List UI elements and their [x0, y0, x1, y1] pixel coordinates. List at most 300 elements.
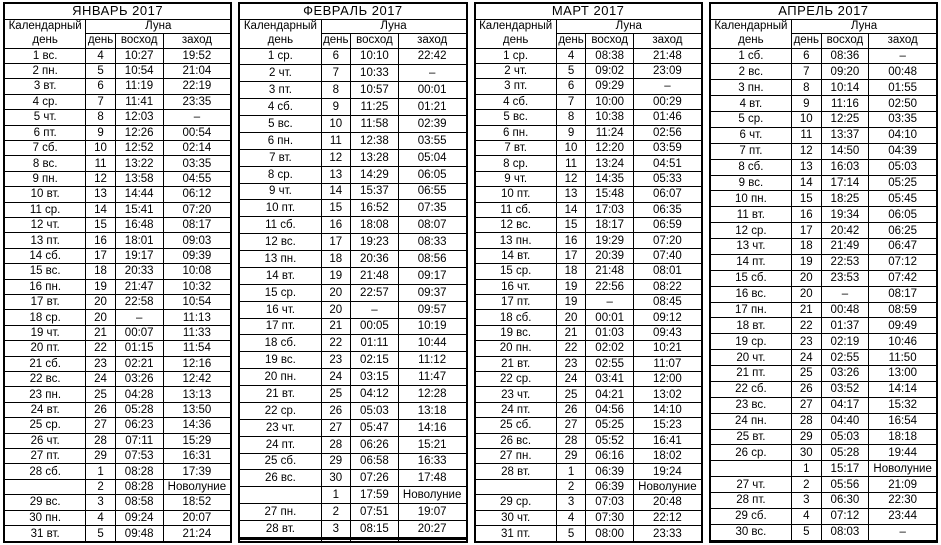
- cell-calendar-day: 17 вт.: [4, 295, 86, 310]
- cell-moonset: 16:41: [634, 433, 702, 448]
- cell-calendar-day: 11 ср.: [4, 202, 86, 217]
- cell-moonrise: 07:12: [821, 508, 869, 524]
- cell-calendar-day: 22 ср.: [475, 372, 557, 387]
- cell-moon-day: 17: [556, 248, 586, 263]
- cell-moonset: 15:32: [869, 397, 937, 413]
- cell-moonrise: 03:52: [821, 381, 869, 397]
- month-title: АПРЕЛЬ 2017: [710, 3, 937, 19]
- cell-moon-day: 10: [792, 112, 822, 128]
- cell-moonrise: 08:03: [821, 524, 869, 540]
- moonrise-header: восход: [586, 33, 634, 48]
- cell-moonset: 22:19: [163, 79, 231, 94]
- table-row: [239, 234, 466, 251]
- cell-moonset: 10:21: [634, 341, 702, 356]
- month-title: ФЕВРАЛЬ 2017: [239, 3, 466, 19]
- cell-moonset: 13:13: [163, 387, 231, 402]
- cell-moonrise: 12:52: [115, 140, 163, 155]
- cell-calendar-day: 24 вт.: [4, 402, 86, 417]
- cell-moonset: –: [163, 110, 231, 125]
- table-row: [4, 356, 231, 371]
- cell-moonset: –: [634, 79, 702, 94]
- table-row: [4, 295, 231, 310]
- cell-calendar-day: 10 пт.: [239, 200, 321, 217]
- cell-moonset: 11:12: [398, 352, 466, 369]
- cell-moon-day: 9: [321, 99, 351, 116]
- table-row: [710, 540, 937, 542]
- cell-moonset: 21:24: [163, 526, 231, 542]
- cell-moonrise: 09:29: [586, 79, 634, 94]
- cell-moon-day: 24: [556, 372, 586, 387]
- cell-moonrise: 10:38: [586, 110, 634, 125]
- table-row: [4, 372, 231, 387]
- cell-calendar-day: 5 чт.: [4, 110, 86, 125]
- cell-moonset: 05:04: [398, 149, 466, 166]
- cell-moon-day: 16: [86, 233, 116, 248]
- cell-moonset: 10:44: [398, 335, 466, 352]
- cell-moonset: 21:04: [163, 63, 231, 78]
- table-row: [475, 449, 702, 464]
- cell-moon-day: 23: [556, 356, 586, 371]
- table-row: [239, 99, 466, 116]
- cell-moon-day: 9: [792, 96, 822, 112]
- cell-calendar-day: 27 пн.: [475, 449, 557, 464]
- table-row: [4, 156, 231, 171]
- cell-moon-day: 1: [556, 464, 586, 479]
- moon-header: Луна: [556, 19, 701, 33]
- cell-moonrise: 07:11: [115, 433, 163, 448]
- cell-calendar-day: 27 пт.: [4, 449, 86, 464]
- cell-moonset: 16:54: [869, 413, 937, 429]
- cell-moonrise: 07:53: [115, 449, 163, 464]
- cell-moonrise: 20:42: [821, 223, 869, 239]
- cell-moonrise: 03:15: [351, 369, 399, 386]
- cell-calendar-day: 20 пн.: [239, 369, 321, 386]
- cell-moonset: 06:47: [869, 239, 937, 255]
- cell-calendar-day: 17 пт.: [475, 295, 557, 310]
- cell-moon-day: 7: [86, 94, 116, 109]
- cell-moon-day: 19: [556, 295, 586, 310]
- cell-moon-day: 12: [792, 143, 822, 159]
- table-row: [239, 453, 466, 470]
- cell-moonrise: 22:56: [586, 279, 634, 294]
- cell-moonset: 03:35: [163, 156, 231, 171]
- cell-moonrise: 18:01: [115, 233, 163, 248]
- cell-calendar-day: 14 сб.: [4, 248, 86, 263]
- cell-moon-day: 2: [792, 477, 822, 493]
- moonrise-header: восход: [351, 33, 399, 48]
- cell-calendar-day: 29 вс.: [4, 495, 86, 510]
- cell-moonrise: –: [821, 286, 869, 302]
- cell-calendar-day: 18 ср.: [4, 310, 86, 325]
- cell-calendar-day: 22 сб.: [710, 381, 792, 397]
- cell-moon-day: 26: [321, 402, 351, 419]
- cell-moon-day: 29: [556, 449, 586, 464]
- cell-calendar-day: 28 пт.: [710, 493, 792, 509]
- cell-moonrise: 05:03: [351, 402, 399, 419]
- table-row: [4, 48, 231, 63]
- table-row: [475, 387, 702, 402]
- cell-moonset: 11:50: [869, 350, 937, 366]
- table-row: [475, 464, 702, 479]
- cell-calendar-day: 23 вс.: [710, 397, 792, 413]
- cell-moonrise: 10:57: [351, 82, 399, 99]
- cell-moonrise: 19:17: [115, 248, 163, 263]
- cell-moon-day: 29: [321, 453, 351, 470]
- cell-moonset: 18:18: [869, 429, 937, 445]
- table-row: [239, 200, 466, 217]
- cell-moonset: 09:49: [869, 318, 937, 334]
- cell-moonset: –: [398, 65, 466, 82]
- cell-calendar-day: [239, 540, 321, 542]
- moon-day-header: день: [792, 33, 822, 48]
- month-table: [709, 2, 938, 543]
- cell-moonset: 17:48: [398, 470, 466, 487]
- cell-moon-day: 22: [321, 335, 351, 352]
- cell-moon-day: 10: [86, 140, 116, 155]
- cell-moonrise: 19:34: [821, 207, 869, 223]
- cell-calendar-day: [239, 487, 321, 504]
- cell-moon-day: 14: [321, 183, 351, 200]
- cell-calendar-day: 6 пн.: [239, 132, 321, 149]
- table-row: [710, 207, 937, 223]
- cell-calendar-day: 1 ср.: [475, 48, 557, 63]
- cell-moonrise: 06:58: [351, 453, 399, 470]
- table-row: [710, 350, 937, 366]
- cell-calendar-day: 24 пт.: [475, 402, 557, 417]
- header-row-top: [710, 19, 937, 33]
- cell-moon-day: 22: [556, 341, 586, 356]
- cell-moonrise: 12:03: [115, 110, 163, 125]
- cell-moon-day: 11: [792, 127, 822, 143]
- cell-moon-day: 2: [321, 504, 351, 521]
- cell-calendar-day: 12 ср.: [710, 223, 792, 239]
- table-row: [710, 143, 937, 159]
- cell-moonrise: 18:25: [821, 191, 869, 207]
- cell-moonrise: 03:26: [821, 366, 869, 382]
- cell-moonrise: 09:20: [821, 64, 869, 80]
- cell-moonrise: 09:48: [115, 526, 163, 542]
- cell-moonrise: 06:39: [586, 464, 634, 479]
- cell-moonset: 04:10: [869, 127, 937, 143]
- table-row: [710, 318, 937, 334]
- cell-moonset: 05:33: [634, 171, 702, 186]
- cell-moonrise: 12:20: [586, 140, 634, 155]
- cell-moonset: 19:24: [634, 464, 702, 479]
- header-row-top: [239, 19, 466, 33]
- cell-moonset: 07:20: [634, 233, 702, 248]
- month-table: [238, 2, 467, 543]
- cell-moonrise: 19:23: [351, 234, 399, 251]
- table-row: [475, 140, 702, 155]
- table-row: [4, 418, 231, 433]
- cell-moonrise: 17:14: [821, 175, 869, 191]
- cell-calendar-day: 23 чт.: [239, 419, 321, 436]
- table-row: [239, 301, 466, 318]
- cell-moonset: 12:00: [634, 372, 702, 387]
- cell-moonrise: 11:41: [115, 94, 163, 109]
- cell-moon-day: 6: [321, 48, 351, 65]
- cell-moon-day: 8: [321, 82, 351, 99]
- cell-moonset: [869, 540, 937, 542]
- table-row: [4, 387, 231, 402]
- moon-header: Луна: [792, 19, 937, 33]
- cell-calendar-day: 8 сб.: [710, 159, 792, 175]
- cell-calendar-day: 8 ср.: [475, 156, 557, 171]
- cell-moonrise: 22:58: [115, 295, 163, 310]
- cell-calendar-day: 30 чт.: [475, 510, 557, 525]
- cell-moonset: 09:12: [634, 310, 702, 325]
- cell-moonrise: 08:15: [351, 521, 399, 538]
- cell-moon-day: 26: [86, 402, 116, 417]
- table-row: [475, 325, 702, 340]
- cell-moon-day: 3: [321, 521, 351, 538]
- cell-moon-day: 16: [321, 217, 351, 234]
- table-row: [475, 248, 702, 263]
- cell-moonrise: 04:56: [586, 402, 634, 417]
- table-row: [475, 433, 702, 448]
- cell-moonset: 10:54: [163, 295, 231, 310]
- cell-moonrise: 22:53: [821, 254, 869, 270]
- cell-moonset: 08:01: [634, 264, 702, 279]
- cell-moonrise: 21:47: [115, 279, 163, 294]
- cell-calendar-day: 22 вс.: [4, 372, 86, 387]
- moonrise-header: восход: [821, 33, 869, 48]
- cell-moonrise: 01:03: [586, 325, 634, 340]
- cell-moon-day: 25: [556, 387, 586, 402]
- table-row: [710, 270, 937, 286]
- cell-moonrise: [351, 540, 399, 542]
- cell-moon-day: 4: [86, 48, 116, 63]
- cell-moon-day: 21: [792, 302, 822, 318]
- cell-moon-day: 28: [86, 433, 116, 448]
- cell-calendar-day: 7 вт.: [239, 149, 321, 166]
- cell-moonset: 08:56: [398, 251, 466, 268]
- table-row: [4, 171, 231, 186]
- cell-moonrise: 14:50: [821, 143, 869, 159]
- table-row: [710, 334, 937, 350]
- table-row: [4, 449, 231, 464]
- cell-moon-day: 23: [792, 334, 822, 350]
- cell-moonset: 06:59: [634, 217, 702, 232]
- cell-moon-day: 24: [86, 372, 116, 387]
- cell-moon-day: 17: [321, 234, 351, 251]
- cell-calendar-day: 26 чт.: [4, 433, 86, 448]
- cell-moonrise: 07:26: [351, 470, 399, 487]
- cell-moonrise: 14:35: [586, 171, 634, 186]
- cell-moonrise: 18:08: [351, 217, 399, 234]
- cell-moonrise: –: [115, 310, 163, 325]
- cell-moon-day: 11: [556, 156, 586, 171]
- cell-moon-day: 18: [792, 239, 822, 255]
- cell-moon-day: 18: [86, 264, 116, 279]
- cell-moonset: Новолуние: [163, 479, 231, 494]
- month-body: [239, 48, 466, 542]
- cell-calendar-day: 9 чт.: [239, 183, 321, 200]
- cell-moonrise: 15:17: [821, 461, 869, 477]
- cell-moonset: 15:29: [163, 433, 231, 448]
- cell-moon-day: 27: [321, 419, 351, 436]
- cell-calendar-day: 20 пт.: [4, 341, 86, 356]
- cell-moon-day: 25: [321, 386, 351, 403]
- cell-moonrise: 21:49: [821, 239, 869, 255]
- cell-moon-day: 7: [321, 65, 351, 82]
- cell-moonset: 20:48: [634, 495, 702, 510]
- table-row: [475, 495, 702, 510]
- table-row: [710, 191, 937, 207]
- cell-calendar-day: 31 вт.: [4, 526, 86, 542]
- cell-moon-day: 12: [321, 149, 351, 166]
- cell-moonset: 07:42: [869, 270, 937, 286]
- cell-moonset: 18:52: [163, 495, 231, 510]
- cell-moonset: Новолуние: [869, 461, 937, 477]
- cell-moon-day: 19: [86, 279, 116, 294]
- cell-moon-day: 10: [321, 116, 351, 133]
- table-row: [239, 335, 466, 352]
- cell-calendar-day: 6 чт.: [710, 127, 792, 143]
- table-row: [4, 464, 231, 479]
- cell-moonrise: 05:28: [821, 445, 869, 461]
- cell-moonrise: 11:16: [821, 96, 869, 112]
- table-row: [475, 372, 702, 387]
- cell-moonset: 02:39: [398, 116, 466, 133]
- table-row: [475, 264, 702, 279]
- cell-calendar-day: 5 ср.: [710, 112, 792, 128]
- table-row: [710, 159, 937, 175]
- cell-moon-day: 17: [792, 223, 822, 239]
- cell-moonset: 00:48: [869, 64, 937, 80]
- cell-calendar-day: 21 пт.: [710, 366, 792, 382]
- cell-moon-day: 27: [792, 397, 822, 413]
- cell-moon-day: 21: [86, 325, 116, 340]
- cell-calendar-day: 7 пт.: [710, 143, 792, 159]
- cell-calendar-day: 29 сб.: [710, 508, 792, 524]
- cell-calendar-day: 11 вт.: [710, 207, 792, 223]
- cell-calendar-day: 20 пн.: [475, 341, 557, 356]
- cell-moonrise: 13:22: [115, 156, 163, 171]
- table-row: [710, 286, 937, 302]
- cell-moon-day: 20: [86, 310, 116, 325]
- cell-moonset: 11:13: [163, 310, 231, 325]
- table-row: [710, 413, 937, 429]
- moon-day-header: день: [86, 33, 116, 48]
- cell-moon-day: 9: [86, 125, 116, 140]
- cell-moonset: 07:20: [163, 202, 231, 217]
- table-row: [239, 251, 466, 268]
- cell-calendar-day: 11 сб.: [239, 217, 321, 234]
- cell-moonset: –: [869, 524, 937, 540]
- table-row: [239, 183, 466, 200]
- cell-moonset: 17:39: [163, 464, 231, 479]
- cell-calendar-day: 6 пт.: [4, 125, 86, 140]
- moon-header: Луна: [321, 19, 466, 33]
- cell-moonset: 06:12: [163, 187, 231, 202]
- cell-moon-day: 11: [321, 132, 351, 149]
- cell-moon-day: 8: [86, 110, 116, 125]
- table-row: [4, 402, 231, 417]
- cell-moonset: 10:32: [163, 279, 231, 294]
- cell-moon-day: 23: [86, 356, 116, 371]
- cell-calendar-day: 10 пт.: [475, 187, 557, 202]
- cell-moonrise: 11:25: [351, 99, 399, 116]
- cell-calendar-day: 15 вс.: [4, 264, 86, 279]
- cell-moon-day: 20: [86, 295, 116, 310]
- cell-moonset: 22:30: [869, 493, 937, 509]
- cell-calendar-day: 2 вс.: [710, 64, 792, 80]
- cell-moon-day: 20: [792, 286, 822, 302]
- cell-moonset: Новолуние: [634, 479, 702, 494]
- table-row: [4, 310, 231, 325]
- cell-moonset: 09:43: [634, 325, 702, 340]
- cell-calendar-day: 19 чт.: [4, 325, 86, 340]
- table-row: [239, 487, 466, 504]
- cell-calendar-day: 3 пт.: [239, 82, 321, 99]
- cell-moonset: 02:50: [869, 96, 937, 112]
- table-row: [710, 302, 937, 318]
- table-row: [475, 125, 702, 140]
- cell-moonrise: 16:48: [115, 217, 163, 232]
- table-row: [710, 477, 937, 493]
- table-row: [239, 540, 466, 542]
- table-row: [4, 510, 231, 525]
- month-body: [710, 48, 937, 542]
- cell-moon-day: 5: [556, 63, 586, 78]
- cell-moonset: 06:55: [398, 183, 466, 200]
- cell-moon-day: 1: [792, 461, 822, 477]
- cell-moon-day: 29: [86, 449, 116, 464]
- cell-moonset: 21:09: [869, 477, 937, 493]
- table-row: [4, 140, 231, 155]
- cell-calendar-day: 18 сб.: [475, 310, 557, 325]
- cell-moon-day: 18: [321, 251, 351, 268]
- cell-moonset: 09:57: [398, 301, 466, 318]
- cell-moonset: 15:21: [398, 436, 466, 453]
- cell-calendar-day: 2 чт.: [475, 63, 557, 78]
- cell-moon-day: [321, 540, 351, 542]
- cell-moonset: 09:37: [398, 284, 466, 301]
- cell-moonrise: 05:56: [821, 477, 869, 493]
- cell-calendar-day: 10 вт.: [4, 187, 86, 202]
- cell-moonset: 13:02: [634, 387, 702, 402]
- table-row: [475, 63, 702, 78]
- cell-moonrise: 09:24: [115, 510, 163, 525]
- cell-moon-day: 11: [86, 156, 116, 171]
- table-row: [239, 166, 466, 183]
- cell-moonset: 20:27: [398, 521, 466, 538]
- table-row: [239, 504, 466, 521]
- table-row: [475, 217, 702, 232]
- cell-moonrise: 11:19: [115, 79, 163, 94]
- cell-moonset: 16:31: [163, 449, 231, 464]
- cell-moonrise: 08:28: [115, 464, 163, 479]
- cell-calendar-day: 16 пн.: [4, 279, 86, 294]
- cell-calendar-day: 21 вт.: [475, 356, 557, 371]
- cell-calendar-day: 25 вт.: [710, 429, 792, 445]
- cell-calendar-day: 6 пн.: [475, 125, 557, 140]
- cell-moonset: 00:29: [634, 94, 702, 109]
- cell-moonrise: 15:37: [351, 183, 399, 200]
- cell-calendar-day: 15 сб.: [710, 270, 792, 286]
- cell-moonset: 04:55: [163, 171, 231, 186]
- cell-moon-day: 6: [556, 79, 586, 94]
- cell-moon-day: 10: [556, 140, 586, 155]
- cell-moon-day: 2: [556, 479, 586, 494]
- cell-moon-day: 22: [86, 341, 116, 356]
- table-row: [475, 279, 702, 294]
- cell-moonset: –: [869, 48, 937, 64]
- table-row: [239, 149, 466, 166]
- cell-moon-day: 28: [556, 433, 586, 448]
- cell-moonset: 10:46: [869, 334, 937, 350]
